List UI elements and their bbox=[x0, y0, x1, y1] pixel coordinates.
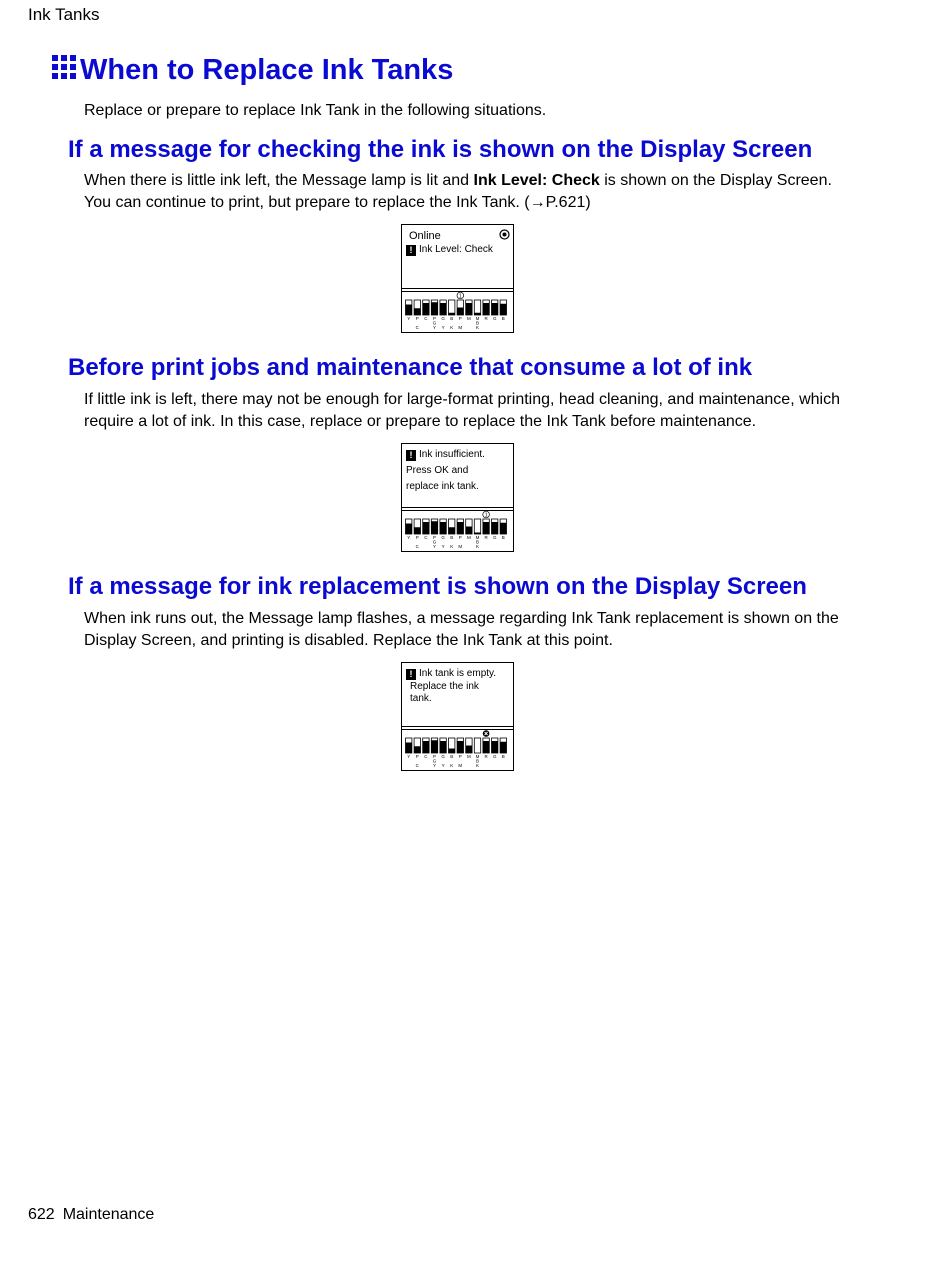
ink-tank-level bbox=[457, 308, 463, 316]
ink-color-label: M bbox=[467, 754, 471, 759]
ink-color-label: G bbox=[441, 754, 445, 759]
ink-tank-level bbox=[500, 304, 506, 315]
ink-tank-level bbox=[423, 741, 429, 753]
ink-tank-level bbox=[466, 746, 472, 754]
page-title bbox=[52, 54, 453, 87]
ink-tank-level bbox=[457, 522, 463, 534]
screen-line: Ink insufficient. bbox=[419, 449, 485, 460]
ink-color-label: M bbox=[458, 325, 463, 330]
ink-color-label: M bbox=[458, 544, 463, 549]
ink-tank-level bbox=[474, 313, 480, 315]
ink-color-label: M bbox=[475, 316, 480, 321]
ink-color-label: K bbox=[475, 544, 480, 549]
ink-tank-level bbox=[449, 313, 455, 315]
ink-color-label: G bbox=[492, 754, 497, 759]
body-text: When there is little ink left, the Message lamp is lit and bbox=[84, 172, 474, 189]
ink-color-label: K bbox=[450, 325, 454, 330]
ink-tank-outline bbox=[474, 738, 480, 753]
display-screen-illustration bbox=[401, 224, 514, 333]
ink-tank-level bbox=[440, 522, 446, 534]
ink-tank-level bbox=[431, 302, 437, 315]
ink-color-label: Y bbox=[407, 754, 411, 759]
ink-color-label: R bbox=[484, 754, 488, 759]
ink-color-label: C bbox=[424, 535, 428, 540]
ink-color-label: B bbox=[450, 535, 454, 540]
ink-color-label: P bbox=[458, 754, 462, 759]
warning-icon: ! bbox=[406, 669, 416, 680]
screen-warning-line bbox=[406, 667, 509, 681]
ink-color-label: G bbox=[432, 758, 437, 764]
ink-tank-level bbox=[474, 533, 480, 535]
ink-color-label: Y bbox=[432, 763, 437, 768]
ink-color-label: B bbox=[475, 539, 480, 545]
ink-level-indicator bbox=[404, 291, 512, 331]
ink-tank-level bbox=[466, 527, 472, 535]
page-title-text: When to Replace Ink Tanks bbox=[80, 54, 454, 86]
screen-line: replace ink tank. bbox=[406, 481, 479, 492]
screen-line: Ink tank is empty. bbox=[419, 668, 497, 679]
ink-color-label: C bbox=[424, 316, 428, 321]
ink-color-label: K bbox=[450, 544, 454, 549]
ink-color-label: K bbox=[475, 763, 480, 768]
ink-color-label: B bbox=[450, 316, 454, 321]
ink-color-label: G bbox=[492, 535, 497, 540]
display-screen-illustration bbox=[401, 662, 514, 771]
ink-color-label: R bbox=[484, 316, 488, 321]
ink-tank-level bbox=[440, 741, 446, 753]
screen-line: Press OK and bbox=[406, 465, 469, 476]
ink-tank-level bbox=[414, 308, 420, 315]
section-heading: Before print jobs and maintenance that consume a lot of ink bbox=[68, 354, 753, 381]
intro-text: Replace or prepare to replace Ink Tank in the following situations. bbox=[84, 102, 547, 119]
warning-icon: ! bbox=[406, 245, 416, 256]
ink-tank-level bbox=[449, 749, 455, 754]
ink-color-label: P bbox=[458, 316, 462, 321]
ink-color-label: B bbox=[450, 754, 454, 759]
warning-icon: ! bbox=[406, 450, 416, 461]
ink-color-label: P bbox=[415, 754, 419, 759]
ink-color-label: M bbox=[467, 535, 471, 540]
ink-color-label: G bbox=[492, 316, 497, 321]
ink-color-label: Y bbox=[441, 544, 445, 549]
ink-color-label: M bbox=[475, 754, 480, 759]
ink-color-label: C bbox=[424, 754, 428, 759]
screen-status-line: Online bbox=[409, 230, 441, 242]
ink-tank-level bbox=[483, 522, 489, 534]
ink-color-label: P bbox=[432, 535, 437, 540]
ink-tank-level bbox=[414, 527, 420, 534]
screen-line: tank. bbox=[410, 693, 432, 704]
screen-message bbox=[406, 667, 509, 705]
ink-color-label: K bbox=[450, 763, 454, 768]
section-heading: If a message for checking the ink is shown on the Display Screen bbox=[68, 136, 813, 163]
ink-color-label: Y bbox=[432, 325, 437, 330]
page-number: 622 bbox=[28, 1206, 55, 1223]
section-body bbox=[84, 389, 844, 433]
ink-color-label: B bbox=[501, 754, 505, 759]
screen-line: Replace the ink bbox=[410, 681, 479, 692]
ink-color-label: Y bbox=[432, 544, 437, 549]
ink-tank-level bbox=[423, 522, 429, 534]
footer-section: Maintenance bbox=[62, 1206, 155, 1223]
ink-color-label: Y bbox=[441, 325, 445, 330]
ink-color-label: Y bbox=[441, 763, 445, 768]
ink-tank-level bbox=[492, 522, 498, 534]
ink-tank-level bbox=[500, 742, 506, 753]
ink-tank-outline bbox=[474, 519, 480, 534]
ink-tank-level bbox=[457, 741, 463, 753]
ink-color-label: G bbox=[441, 316, 445, 321]
ink-tank-level bbox=[483, 303, 489, 315]
ink-tank-level bbox=[449, 527, 455, 534]
ink-tank-level bbox=[440, 303, 446, 315]
display-screen-illustration bbox=[401, 443, 514, 552]
ink-tank-level bbox=[406, 305, 412, 316]
ink-color-label: K bbox=[475, 325, 480, 330]
ink-tank-level bbox=[500, 523, 506, 534]
ink-color-label: M bbox=[475, 535, 480, 540]
ink-tank-level bbox=[414, 746, 420, 753]
ink-color-label: C bbox=[415, 544, 419, 549]
section-body bbox=[84, 170, 844, 214]
ink-color-label: C bbox=[415, 325, 419, 330]
ink-color-label: B bbox=[501, 535, 505, 540]
screen-warning-line bbox=[406, 243, 509, 257]
section-heading: If a message for ink replacement is shown on the Display Screen bbox=[68, 573, 807, 600]
ink-color-label: P bbox=[415, 316, 419, 321]
body-text: is shown on the Display Screen. You can continue to print, but prepare to replace the Ink Tank. (→P.621) bbox=[84, 172, 832, 211]
ink-tank-level bbox=[431, 521, 437, 534]
ink-tank-level bbox=[466, 303, 472, 315]
ink-tank-level bbox=[406, 524, 412, 535]
screen-warning-line bbox=[406, 448, 509, 462]
ink-color-label: G bbox=[432, 320, 437, 326]
ink-color-label: C bbox=[415, 763, 419, 768]
ink-tank-level bbox=[431, 740, 437, 753]
screen-message bbox=[406, 229, 509, 257]
ink-color-label: B bbox=[475, 320, 480, 326]
ink-color-label: B bbox=[475, 758, 480, 764]
body-text: When ink runs out, the Message lamp flashes, a message regarding Ink Tank replacement is shown on the Display Screen, and printing is disabled. Replace the Ink Tank at this point. bbox=[84, 610, 839, 649]
ink-color-label: G bbox=[432, 539, 437, 545]
body-text: If little ink is left, there may not be enough for large-format printing, head cleaning, and maintenance, which require a lot of ink. In this case, replace or prepare to replace the Ink Tank before maintenance. bbox=[84, 391, 840, 430]
ink-level-indicator bbox=[404, 510, 512, 550]
page-footer bbox=[28, 1206, 154, 1224]
screen-line: Ink Level: Check bbox=[419, 244, 493, 255]
ink-tank-level bbox=[492, 741, 498, 753]
section-grid-icon bbox=[52, 54, 76, 87]
running-header: Ink Tanks bbox=[28, 5, 100, 24]
ink-tank-level bbox=[483, 741, 489, 753]
screen-message bbox=[406, 448, 509, 494]
ink-color-label: P bbox=[432, 754, 437, 759]
ink-color-label: Y bbox=[407, 535, 411, 540]
ink-color-label: Y bbox=[407, 316, 411, 321]
ink-color-label: M bbox=[467, 316, 471, 321]
ink-level-indicator bbox=[404, 729, 512, 769]
ink-tank-level bbox=[406, 743, 412, 754]
ink-tank-level bbox=[492, 303, 498, 315]
ink-tank-level bbox=[423, 303, 429, 315]
ink-color-label: P bbox=[415, 535, 419, 540]
ink-low-marker-label: 1 bbox=[458, 293, 462, 300]
ink-color-label: P bbox=[432, 316, 437, 321]
ink-color-label: G bbox=[441, 535, 445, 540]
ink-color-label: M bbox=[458, 763, 463, 768]
ink-color-label: R bbox=[484, 535, 488, 540]
body-bold-text: Ink Level: Check bbox=[473, 172, 600, 189]
ink-low-marker-label: 1 bbox=[484, 512, 488, 519]
ink-color-label: P bbox=[458, 535, 462, 540]
section-body bbox=[84, 608, 844, 652]
ink-color-label: B bbox=[501, 316, 505, 321]
